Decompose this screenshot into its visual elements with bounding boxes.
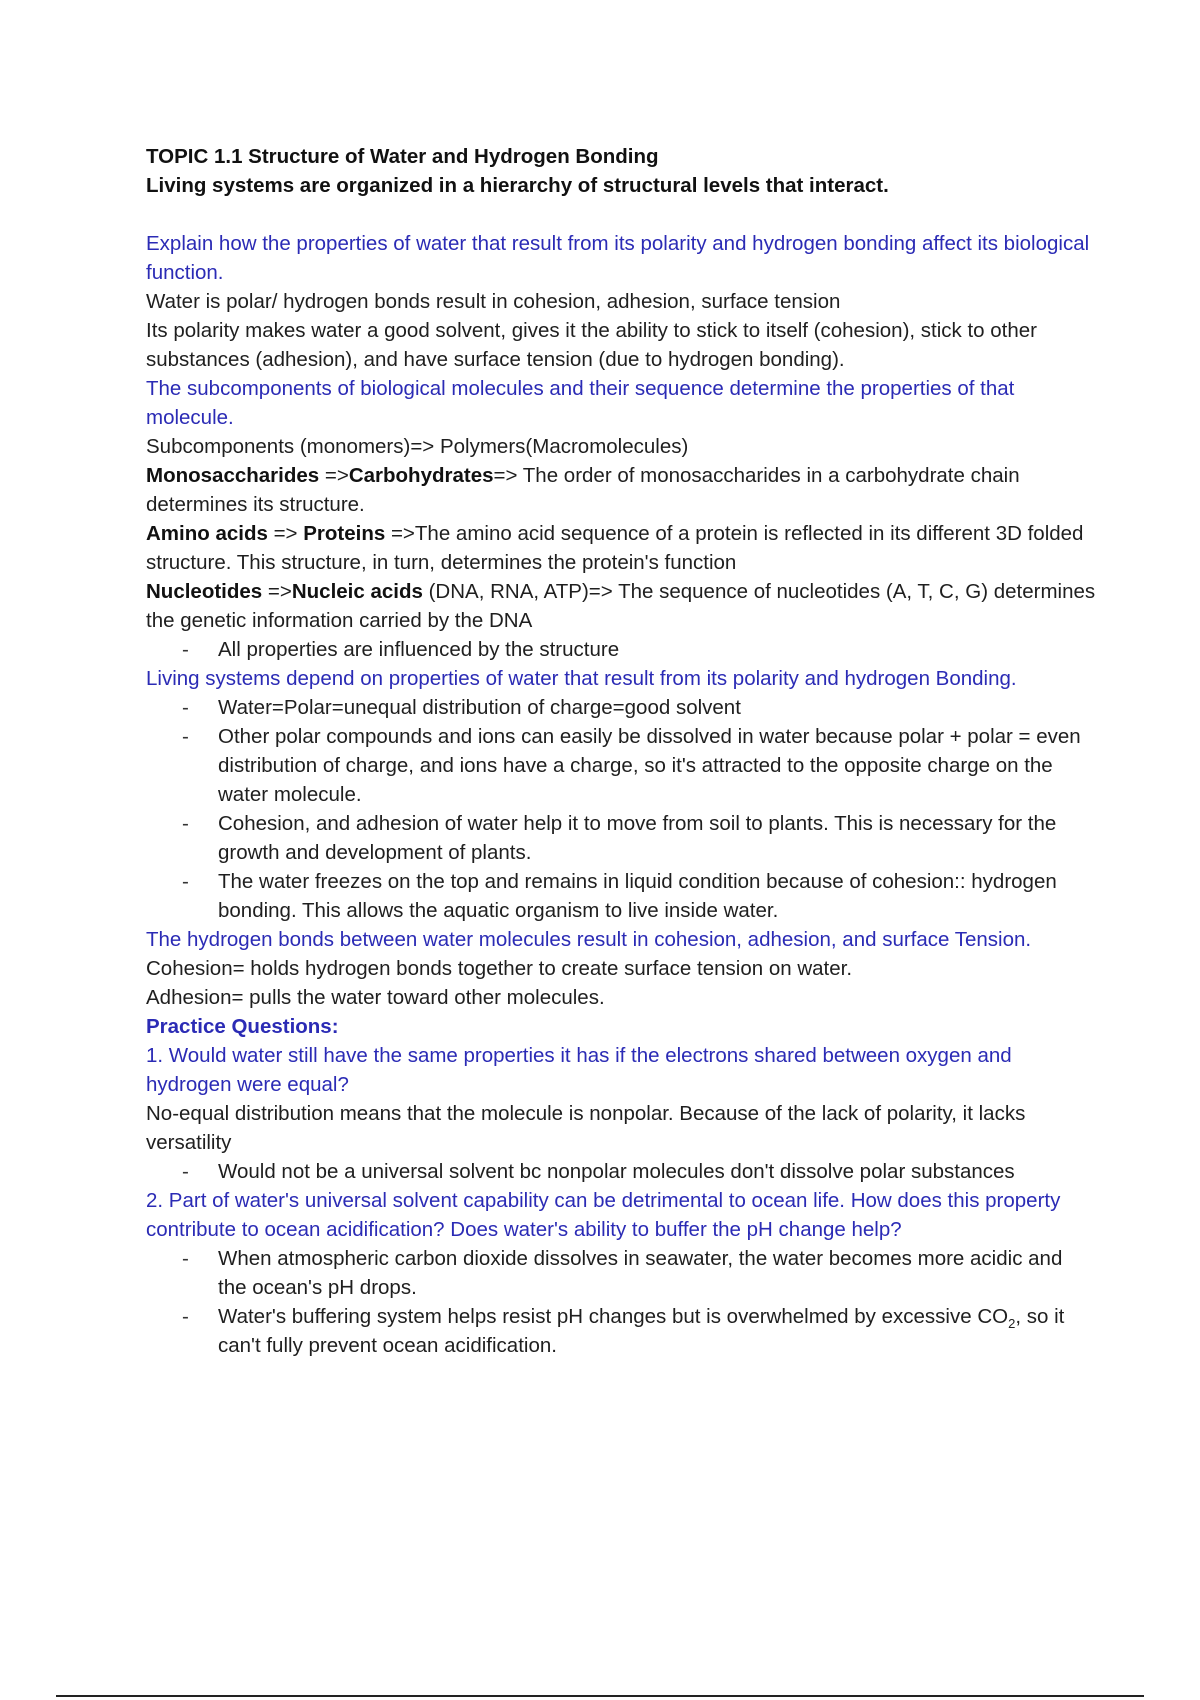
term-nucleic-acids: Nucleic acids: [291, 580, 423, 603]
topic-title: TOPIC 1.1 Structure of Water and Hydrogen Bonding: [146, 145, 659, 168]
spacer: [146, 200, 1096, 229]
list-item: - When atmospheric carbon dioxide dissolves in seawater, the water becomes more acidic and the ocean's pH drops.: [218, 1244, 1096, 1302]
learning-objective-2: The subcomponents of biological molecules and their sequence determine the properties of that molecule.: [146, 377, 1015, 429]
practice-question-2: 2. Part of water's universal solvent capability can be detrimental to ocean life. How does this property contribute to ocean acidification? Does water's ability to buffer the pH change help?: [146, 1189, 1061, 1241]
term-monosaccharides: Monosaccharides: [146, 464, 320, 487]
answer-paragraph: Water is polar/ hydrogen bonds result in cohesion, adhesion, surface tension: [146, 290, 841, 313]
list-item-text: , so it can't fully prevent ocean acidification.: [218, 1305, 1065, 1357]
bullet-list: [146, 1244, 1096, 1360]
learning-objective-4: The hydrogen bonds between water molecules result in cohesion, adhesion, and surface Tension.: [146, 928, 1032, 951]
practice-answer-1: No-equal distribution means that the molecule is nonpolar. Because of the lack of polarity, it lacks versatility: [146, 1102, 1026, 1154]
term-amino-acids: Amino acids: [146, 522, 268, 545]
bullet-list: [146, 693, 1096, 925]
term-nucleotides: Nucleotides: [146, 580, 263, 603]
proteins-text: =>The amino acid sequence of a protein is reflected in its different 3D folded structure. This structure, in turn, determines the protein's function: [146, 522, 1084, 574]
answer-paragraph: Subcomponents (monomers)=> Polymers(Macromolecules): [146, 435, 689, 458]
list-item-text: Water's buffering system helps resist pH changes but is overwhelmed by excessive CO: [218, 1305, 1009, 1328]
answer-paragraph: Adhesion= pulls the water toward other molecules.: [146, 986, 605, 1009]
carbohydrates-paragraph: [146, 461, 1096, 519]
list-item: - Cohesion, and adhesion of water help it to move from soil to plants. This is necessary for the growth and development of plants.: [218, 809, 1096, 867]
list-item: - Would not be a universal solvent bc nonpolar molecules don't dissolve polar substances: [218, 1157, 1096, 1186]
arrow-text: =>: [319, 464, 349, 487]
carbohydrates-text: => The order of monosaccharides in a carbohydrate chain determines its structure.: [146, 464, 1020, 516]
bullet-list: [146, 1157, 1096, 1186]
subscript-2: 2: [1008, 1316, 1016, 1332]
nucleic-acids-paragraph: [146, 577, 1096, 635]
bullet-list: [146, 635, 1096, 664]
document-page: [146, 142, 1096, 1360]
learning-objective-1: Explain how the properties of water that result from its polarity and hydrogen bonding affect its biological function.: [146, 232, 1090, 284]
practice-questions-heading: Practice Questions:: [146, 1015, 339, 1038]
practice-question-1: 1. Would water still have the same properties it has if the electrons shared between oxygen and hydrogen were equal?: [146, 1044, 1012, 1096]
list-item: - Other polar compounds and ions can easily be dissolved in water because polar + polar = even distribution of charge, and ions have a charge, so it's attracted to the opposite charge on the water molecule.: [218, 722, 1096, 809]
nucleic-acids-text: (DNA, RNA, ATP)=> The sequence of nucleotides (A, T, C, G) determines the genetic information carried by the DNA: [146, 580, 1096, 632]
answer-paragraph: Cohesion= holds hydrogen bonds together to create surface tension on water.: [146, 957, 853, 980]
learning-objective-3: Living systems depend on properties of water that result from its polarity and hydrogen Bonding.: [146, 667, 1017, 690]
list-item: - The water freezes on the top and remains in liquid condition because of cohesion:: hydrogen bonding. This allows the aquatic organism to live inside water.: [218, 867, 1096, 925]
list-item: [218, 1302, 1096, 1360]
term-carbohydrates: Carbohydrates: [348, 464, 494, 487]
footer-rule: [56, 1695, 1144, 1697]
term-proteins: Proteins: [303, 522, 386, 545]
list-item: - Water=Polar=unequal distribution of charge=good solvent: [218, 693, 1096, 722]
proteins-paragraph: [146, 519, 1096, 577]
list-item: - All properties are influenced by the structure: [218, 635, 1096, 664]
arrow-text: =>: [267, 522, 304, 545]
arrow-text: =>: [262, 580, 292, 603]
topic-subtitle: Living systems are organized in a hierarchy of structural levels that interact.: [146, 174, 889, 197]
answer-paragraph: Its polarity makes water a good solvent, gives it the ability to stick to itself (cohesion), stick to other substances (adhesion), and have surface tension (due to hydrogen bonding).: [146, 319, 1037, 371]
